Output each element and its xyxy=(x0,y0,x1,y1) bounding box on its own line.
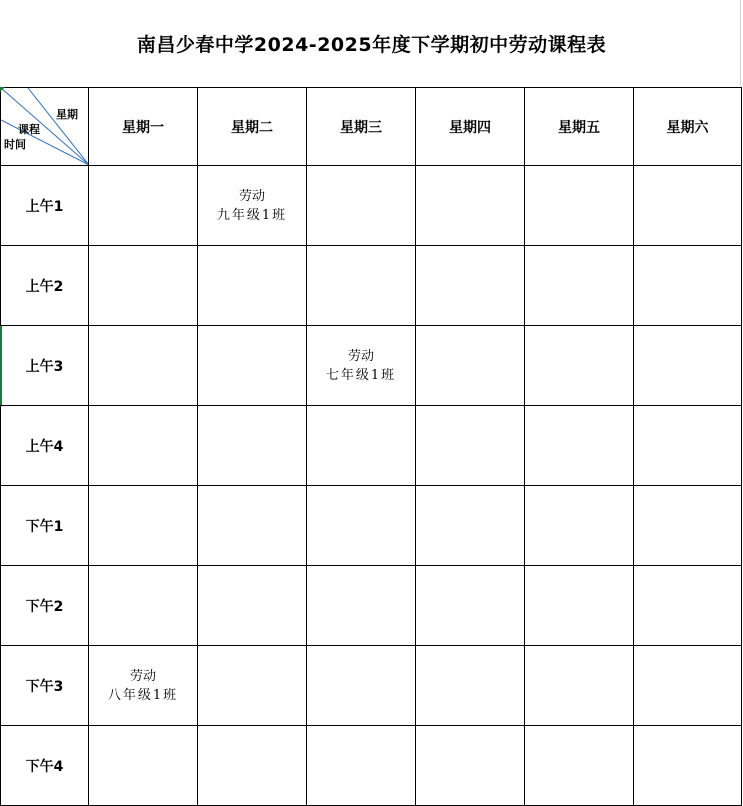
header-row xyxy=(1,88,742,166)
period-row xyxy=(1,566,742,646)
page-title: 南昌少春中学2024-2025年度下学期初中劳动课程表 xyxy=(136,33,607,56)
period-row xyxy=(1,166,742,246)
schedule-cell[interactable] xyxy=(307,166,416,246)
schedule-cell[interactable] xyxy=(307,246,416,326)
schedule-cell[interactable] xyxy=(198,726,307,806)
schedule-cell[interactable] xyxy=(307,406,416,486)
schedule-cell[interactable] xyxy=(634,726,742,806)
schedule-cell[interactable] xyxy=(634,646,742,726)
schedule-cell[interactable] xyxy=(525,326,634,406)
entry-class: 八年级1班 xyxy=(107,687,179,703)
schedule-cell[interactable] xyxy=(307,726,416,806)
timetable-body xyxy=(1,166,742,806)
schedule-cell[interactable] xyxy=(525,726,634,806)
title-row xyxy=(0,0,741,86)
schedule-cell[interactable] xyxy=(198,566,307,646)
schedule-cell[interactable] xyxy=(525,406,634,486)
period-label[interactable]: 下午4 xyxy=(1,726,89,806)
period-row xyxy=(1,406,742,486)
period-row xyxy=(1,246,742,326)
schedule-cell[interactable] xyxy=(634,566,742,646)
schedule-cell[interactable] xyxy=(89,246,198,326)
schedule-cell[interactable] xyxy=(416,726,525,806)
schedule-cell[interactable] xyxy=(198,406,307,486)
schedule-cell[interactable] xyxy=(307,486,416,566)
schedule-cell[interactable] xyxy=(416,326,525,406)
schedule-cell[interactable] xyxy=(525,566,634,646)
entry-class: 九年级1班 xyxy=(216,207,288,223)
schedule-cell[interactable] xyxy=(89,166,198,246)
corner-diagonal-lines xyxy=(1,88,88,165)
schedule-cell[interactable] xyxy=(89,566,198,646)
schedule-cell[interactable] xyxy=(634,246,742,326)
schedule-cell[interactable] xyxy=(307,566,416,646)
day-header[interactable]: 星期一 xyxy=(89,88,198,166)
period-row xyxy=(1,326,742,406)
schedule-cell[interactable] xyxy=(634,166,742,246)
period-label[interactable]: 下午3 xyxy=(1,646,89,726)
schedule-cell[interactable] xyxy=(416,486,525,566)
schedule-cell[interactable] xyxy=(416,246,525,326)
period-label[interactable]: 下午1 xyxy=(1,486,89,566)
schedule-cell[interactable] xyxy=(89,326,198,406)
period-row xyxy=(1,486,742,566)
schedule-cell[interactable] xyxy=(416,406,525,486)
schedule-cell[interactable] xyxy=(416,646,525,726)
corner-label-time: 时间 xyxy=(4,138,26,151)
selection-edge xyxy=(0,326,2,405)
period-label[interactable]: 上午1 xyxy=(1,166,89,246)
schedule-cell[interactable] xyxy=(198,646,307,726)
period-row xyxy=(1,646,742,726)
schedule-cell[interactable] xyxy=(198,326,307,406)
schedule-cell[interactable] xyxy=(89,646,198,726)
schedule-cell[interactable] xyxy=(307,326,416,406)
schedule-cell[interactable] xyxy=(525,246,634,326)
schedule-cell[interactable] xyxy=(634,326,742,406)
day-header[interactable]: 星期五 xyxy=(525,88,634,166)
schedule-cell[interactable] xyxy=(198,246,307,326)
schedule-cell[interactable] xyxy=(525,486,634,566)
entry-subject: 劳动 xyxy=(238,188,265,204)
schedule-cell[interactable] xyxy=(198,486,307,566)
schedule-cell[interactable] xyxy=(525,166,634,246)
period-label[interactable]: 上午3 xyxy=(1,326,89,406)
period-label[interactable]: 下午2 xyxy=(1,566,89,646)
schedule-cell[interactable] xyxy=(89,486,198,566)
day-header[interactable]: 星期四 xyxy=(416,88,525,166)
period-label[interactable]: 上午2 xyxy=(1,246,89,326)
corner-label-weekday: 星期 xyxy=(56,108,78,121)
schedule-cell[interactable] xyxy=(307,646,416,726)
schedule-cell[interactable] xyxy=(416,566,525,646)
cell-indicator-mark xyxy=(0,87,5,92)
schedule-cell[interactable] xyxy=(198,166,307,246)
day-header[interactable]: 星期二 xyxy=(198,88,307,166)
schedule-cell[interactable] xyxy=(525,646,634,726)
schedule-cell[interactable] xyxy=(416,166,525,246)
entry-class: 七年级1班 xyxy=(325,367,397,383)
day-header[interactable]: 星期三 xyxy=(307,88,416,166)
period-row xyxy=(1,726,742,806)
day-header[interactable]: 星期六 xyxy=(634,88,742,166)
entry-subject: 劳动 xyxy=(129,668,156,684)
schedule-cell[interactable] xyxy=(89,406,198,486)
entry-subject: 劳动 xyxy=(347,348,374,364)
schedule-cell[interactable] xyxy=(89,726,198,806)
corner-cell[interactable] xyxy=(1,88,89,166)
timetable-grid xyxy=(0,87,742,806)
period-label[interactable]: 上午4 xyxy=(1,406,89,486)
schedule-cell[interactable] xyxy=(634,406,742,486)
schedule-cell[interactable] xyxy=(634,486,742,566)
corner-label-course: 课程 xyxy=(18,123,40,136)
